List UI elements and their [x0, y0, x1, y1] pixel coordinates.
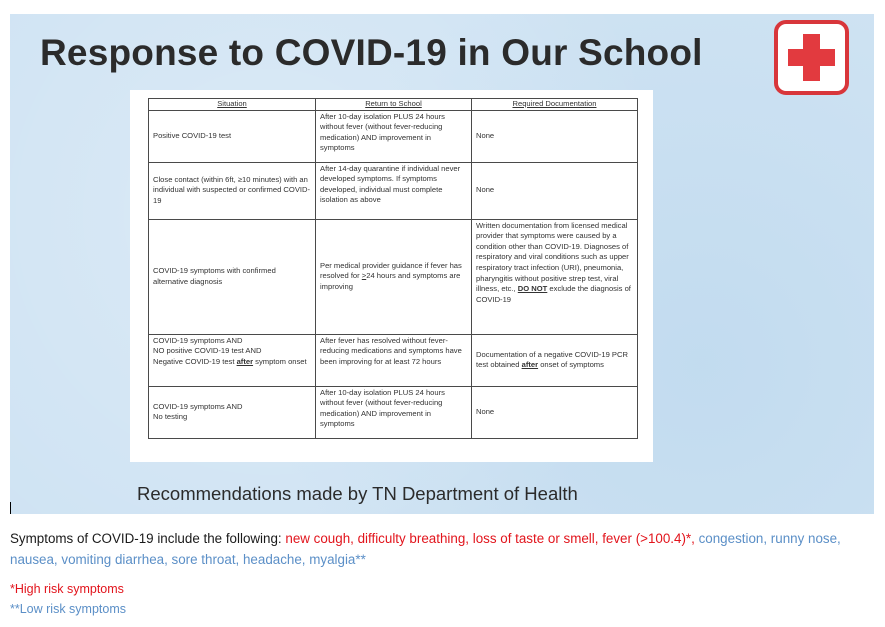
slide-title: Response to COVID-19 in Our School: [40, 32, 703, 73]
cell-situation: Close contact (within 6ft, ≥10 minutes) with an individual with suspected or confirmed COVID-19: [149, 162, 316, 219]
header-return-to-school: Return to School: [316, 99, 472, 111]
cell-return: After 10-day isolation PLUS 24 hours without fever (without fever-reducing medication) AND improvement in symptoms: [316, 110, 472, 162]
text-line: NO positive COVID-19 test AND: [153, 346, 262, 356]
table-row: [149, 110, 638, 162]
cell-return: [316, 219, 472, 334]
cell-return: After 10-day isolation PLUS 24 hours without fever (without fever-reducing medication) AND improvement in symptoms: [316, 386, 472, 438]
text-emphasis: >: [361, 271, 367, 281]
text-emphasis: after: [236, 356, 254, 366]
cell-documentation: None: [472, 110, 638, 162]
table-row: [149, 162, 638, 219]
cell-situation: COVID-19 symptoms with confirmed alternative diagnosis: [149, 219, 316, 334]
slide-footnote: Recommendations made by TN Department of Health: [137, 483, 578, 504]
text-cursor: [10, 502, 11, 514]
table-header-row: [149, 99, 638, 111]
cell-documentation: [472, 219, 638, 334]
cell-situation: [149, 386, 316, 438]
text-line: [153, 357, 311, 368]
slide-image: [10, 14, 874, 514]
text-part: Written documentation from licensed medical provider that symptoms were caused by a condition other than COVID-19. Diagnoses of respiratory and viral conditions such as upper respiratory tract infection (URI), pneumonia, pharyngitis without positive strep test, viral illness, etc.,: [476, 220, 629, 294]
text-part: Negative COVID-19 test: [153, 356, 237, 366]
text-part: 24 hours and symptoms are improving: [320, 271, 461, 291]
high-risk-symptoms: new cough, difficulty breathing, loss of taste or smell, fever (>100.4)*,: [285, 531, 695, 546]
header-situation: Situation: [149, 99, 316, 111]
cell-return: After 14-day quarantine if individual never developed symptoms. If symptoms developed, individual must complete isolation as above: [316, 162, 472, 219]
text-part: Per medical provider guidance if fever has resolved for: [320, 260, 462, 281]
cell-situation: Positive COVID-19 test: [149, 110, 316, 162]
cell-documentation: None: [472, 386, 638, 438]
table-row: [149, 386, 638, 438]
text-part: Documentation of a negative COVID-19 PCR test obtained: [476, 349, 628, 370]
text-line: COVID-19 symptoms AND: [153, 335, 243, 345]
text-part: onset of symptoms: [538, 360, 604, 370]
symptoms-paragraph: [10, 528, 870, 570]
text-line: No testing: [153, 412, 188, 422]
red-cross-icon: [774, 20, 849, 95]
table-row: [149, 219, 638, 334]
text-emphasis: after: [521, 360, 539, 370]
low-risk-legend: **Low risk symptoms: [10, 602, 126, 616]
guidance-table: [148, 98, 638, 439]
cell-situation: [149, 334, 316, 386]
text-emphasis: DO NOT: [517, 284, 548, 294]
symptoms-intro: Symptoms of COVID-19 include the following:: [10, 531, 286, 546]
text-line: COVID-19 symptoms AND: [153, 401, 243, 411]
text-part: symptom onset: [253, 356, 307, 366]
text-part: exclude the diagnosis of COVID-19: [476, 284, 631, 304]
cell-documentation: None: [472, 162, 638, 219]
header-required-documentation: Required Documentation: [472, 99, 638, 111]
cell-documentation: [472, 334, 638, 386]
cell-return: After fever has resolved without fever-reducing medications and symptoms have been improving for at least 72 hours: [316, 334, 472, 386]
guidance-table-card: [130, 90, 653, 462]
low-risk-symptoms: congestion, runny nose, nausea, vomiting diarrhea, sore throat, headache, myalgia**: [10, 531, 841, 567]
high-risk-legend: *High risk symptoms: [10, 582, 124, 596]
table-row: [149, 334, 638, 386]
